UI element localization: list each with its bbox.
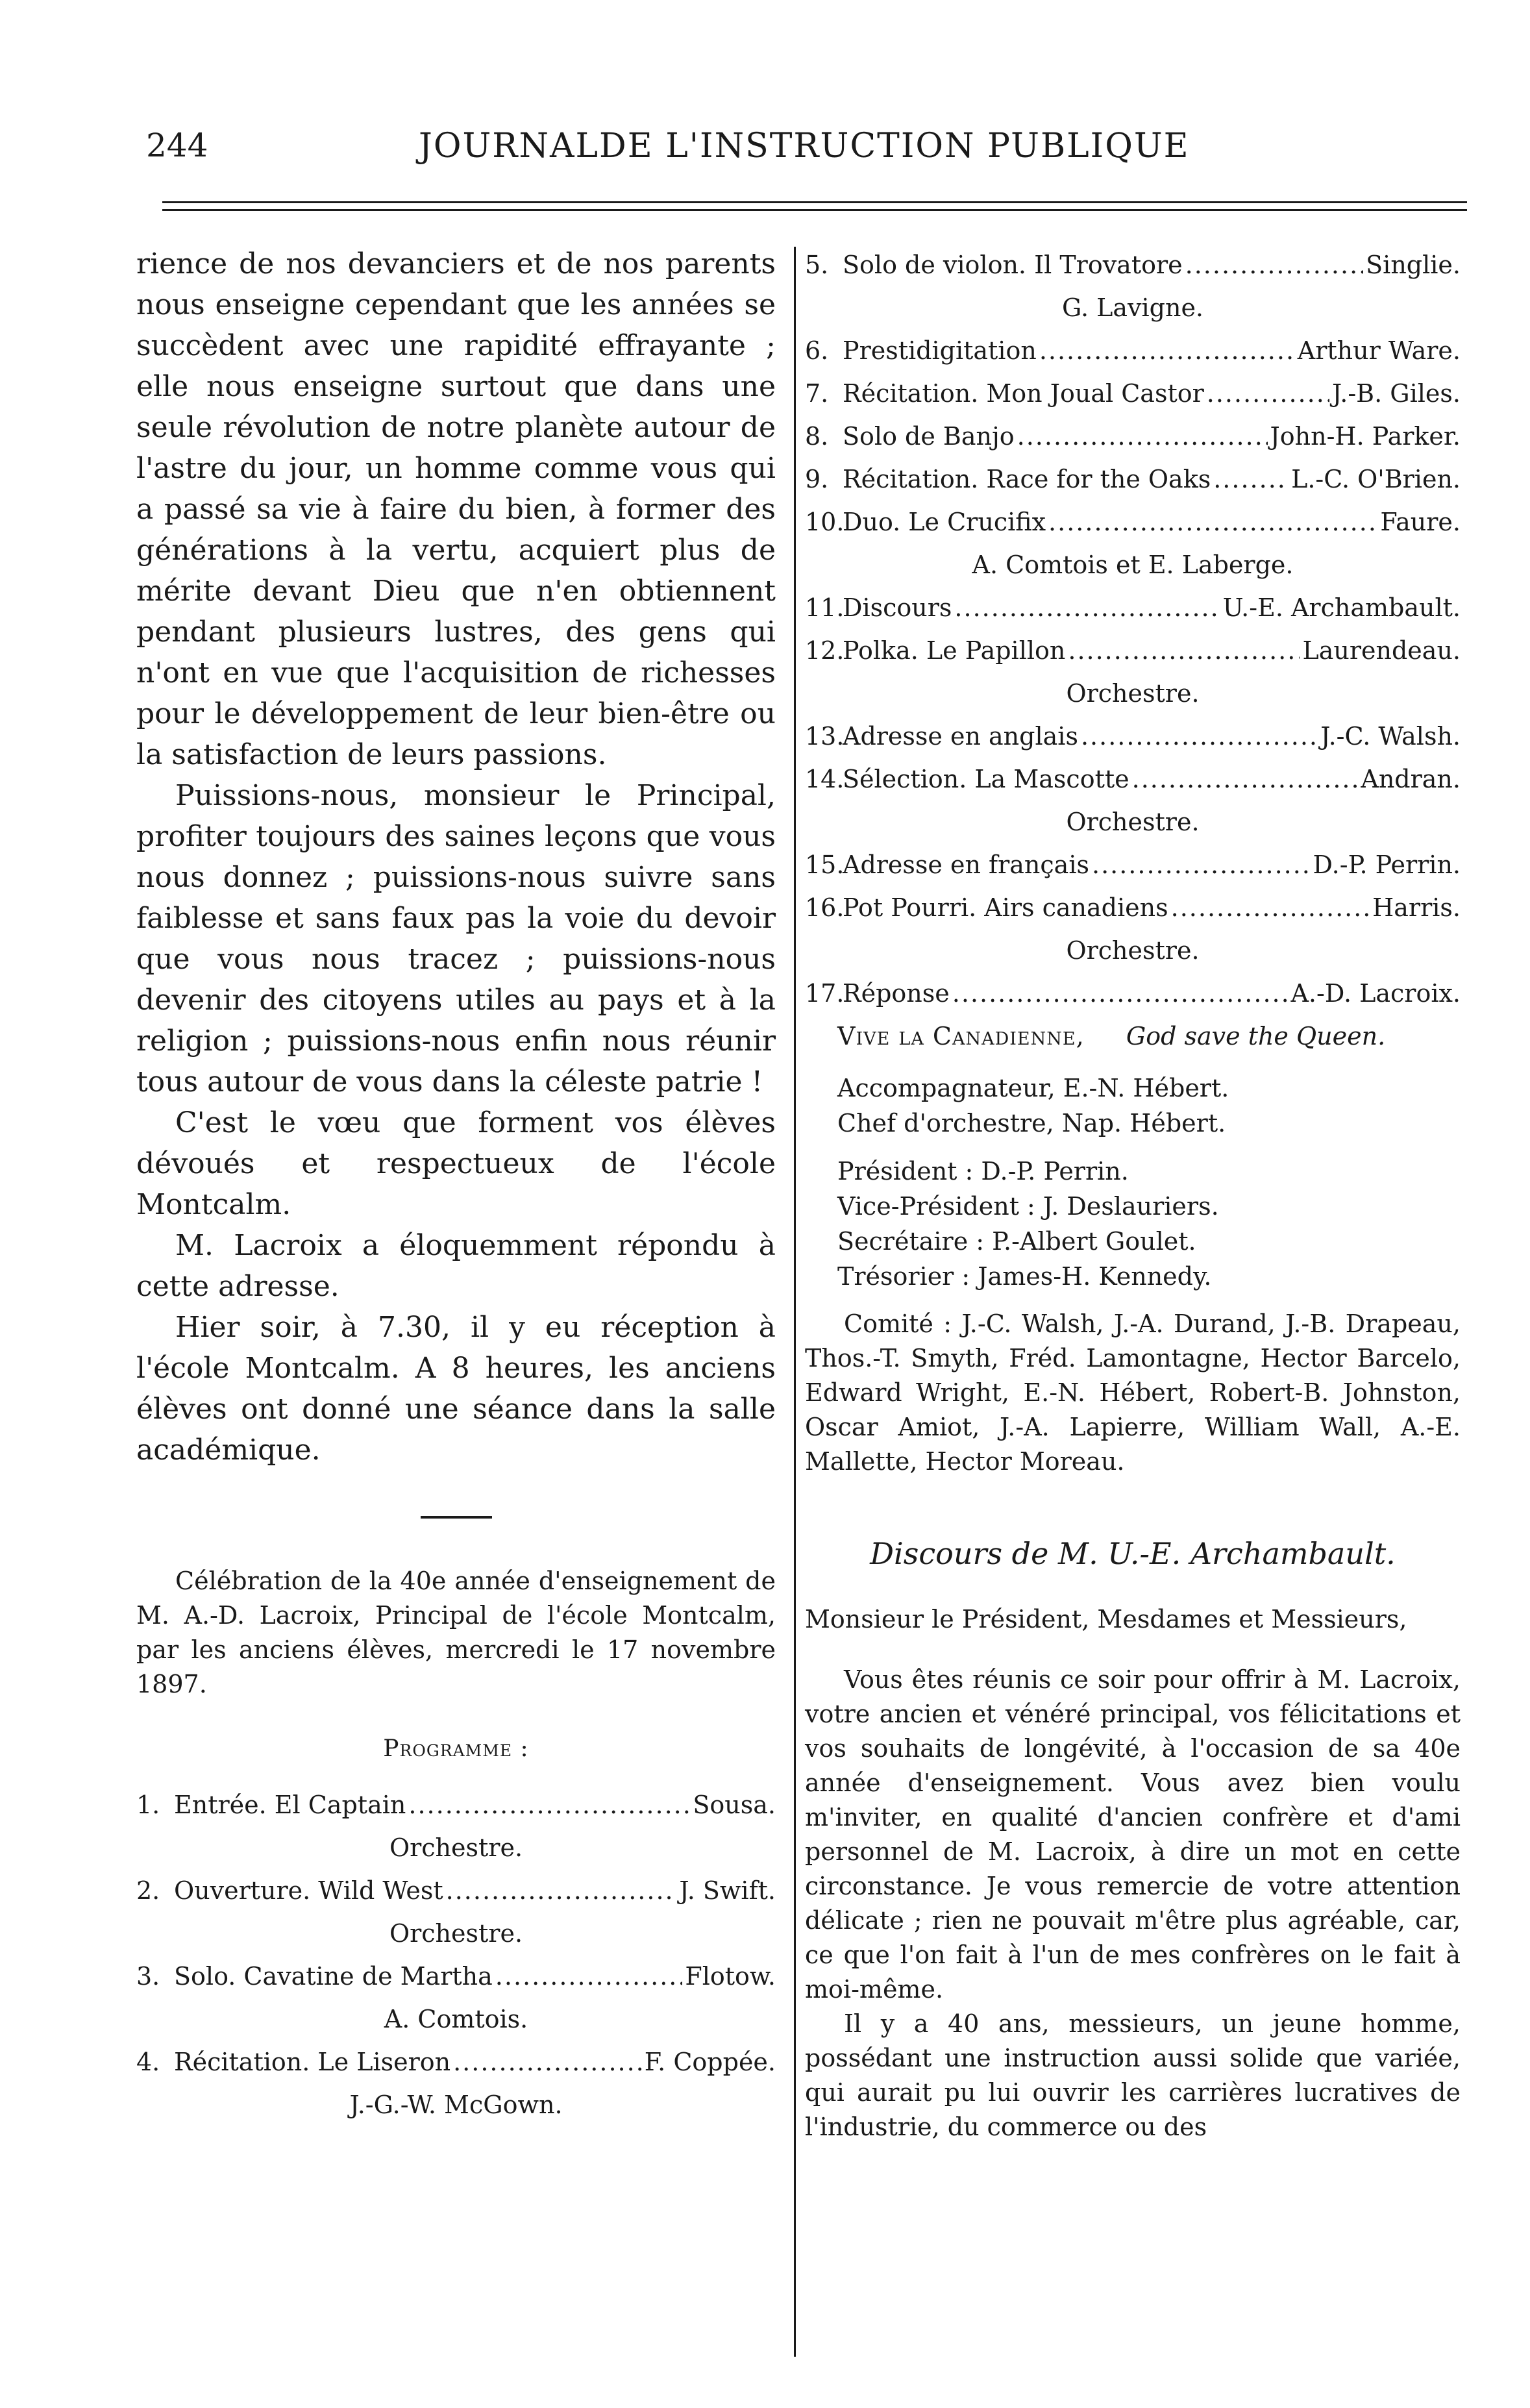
item-title: Récitation. Race for the Oaks	[843, 465, 1211, 493]
leader-dots	[952, 972, 1289, 1015]
item-author: Flotow.	[685, 1962, 776, 1991]
paragraph: Hier soir, à 7.30, il y eu réception à l'école Montcalm. A 8 heures, les anciens élèves ont donné une séance dans la salle académique.	[136, 1311, 776, 1467]
item-number: 11.	[805, 593, 845, 622]
column-divider	[794, 247, 796, 2357]
programme-item	[805, 458, 1461, 501]
item-title: Adresse en anglais	[843, 722, 1078, 751]
item-title: Solo. Cavatine de Martha	[174, 1962, 493, 1991]
programme-item	[136, 1955, 776, 1998]
item-number: 9.	[805, 465, 829, 493]
item-author: L.-C. O'Brien.	[1291, 465, 1461, 493]
programme-item	[805, 372, 1461, 415]
item-performer: A. Comtois.	[384, 2005, 528, 2033]
leader-dots	[1081, 715, 1318, 758]
item-title: Pot Pourri. Airs canadiens	[843, 893, 1168, 922]
item-number: 12.	[805, 636, 845, 665]
item-number: 17.	[805, 979, 845, 1008]
programme-item	[136, 1869, 776, 1912]
programme-item	[805, 843, 1461, 886]
item-number: 7.	[805, 379, 829, 408]
item-author: A.-D. Lacroix.	[1290, 979, 1461, 1008]
leader-dots	[1048, 501, 1377, 543]
accompanist: Accompagnateur, E.-N. Hébert.	[837, 1074, 1229, 1102]
item-number: 15.	[805, 850, 845, 879]
item-number: 14.	[805, 765, 845, 793]
paragraph: Il y a 40 ans, messieurs, un jeune homme, possédant une instruction aussi solide que variée, qui aurait pu lui ouvrir les carrières lucratives de l'industrie, du commerce ou des	[805, 2009, 1461, 2141]
item-number: 6.	[805, 336, 829, 365]
item-performer: J.-G.-W. McGown.	[349, 2091, 563, 2119]
item-performer: A. Comtois et E. Laberge.	[972, 551, 1294, 579]
leader-dots	[1213, 458, 1289, 501]
item-number: 3.	[136, 1962, 160, 1991]
item-title: Récitation. Mon Joual Castor	[843, 379, 1204, 408]
item-title: Discours	[843, 593, 952, 622]
item-performer: G. Lavigne.	[1061, 293, 1204, 322]
programme-item	[136, 1783, 776, 1826]
programme-list-continued	[805, 243, 1461, 1015]
right-column	[805, 243, 1461, 2144]
staff-block	[837, 1071, 1461, 1294]
leader-dots	[446, 1869, 677, 1912]
left-column	[136, 243, 776, 2126]
section-divider	[421, 1516, 492, 1519]
item-author: U.-E. Archambault.	[1222, 593, 1461, 622]
conductor: Chef d'orchestre, Nap. Hébert.	[837, 1109, 1226, 1137]
item-author: Laurendeau.	[1302, 636, 1461, 665]
page-header	[146, 127, 1470, 185]
item-number: 13.	[805, 722, 845, 751]
item-performer: Orchestre.	[389, 1919, 523, 1948]
closing-songs	[837, 1015, 1461, 1058]
programme-item	[805, 972, 1461, 1015]
item-author: Faure.	[1380, 508, 1461, 536]
programme-item	[805, 586, 1461, 629]
item-number: 8.	[805, 422, 829, 451]
programme-item	[136, 2041, 776, 2083]
item-performer: Orchestre.	[1066, 936, 1200, 965]
leader-dots	[1017, 415, 1268, 458]
leader-dots	[408, 1783, 690, 1826]
item-title: Récitation. Le Liseron	[174, 2048, 451, 2076]
celebration-note: Célébration de la 40e année d'enseignement de M. A.-D. Lacroix, Principal de l'école Montcalm, par les anciens élèves, mercredi le 17 novembre 1897.	[136, 1567, 776, 1698]
item-author: Harris.	[1372, 893, 1461, 922]
header-rule-bottom	[162, 209, 1467, 211]
item-number: 4.	[136, 2048, 160, 2076]
salutation: Monsieur le Président, Mesdames et Messieurs,	[805, 1605, 1407, 1633]
item-title: Adresse en français	[843, 850, 1089, 879]
programme-item	[805, 329, 1461, 372]
president: Président : D.-P. Perrin.	[837, 1157, 1129, 1185]
item-title: Solo de violon. Il Trovatore	[843, 251, 1183, 279]
item-number: 5.	[805, 251, 829, 279]
item-author: J.-B. Giles.	[1331, 379, 1461, 408]
closing-song-2: God save the Queen.	[1126, 1022, 1386, 1050]
paragraph: rience de nos devanciers et de nos parents nous enseigne cependant que les années se succèdent avec une rapidité effrayante ; elle nous enseigne surtout que dans une seule révolution de notre planète autour de l'astre du jour, un homme comme vous qui a passé sa vie à faire du bien, à former des générations à la vertu, acquiert plus de mérite devant Dieu que n'en obtiennent pendant plusieurs lustres, des gens qui n'ont en vue que l'acquisition de richesses pour le développement de leur bien-être ou la satisfaction de leurs passions.	[136, 247, 776, 771]
item-author: J. Swift.	[679, 1876, 776, 1905]
item-title: Polka. Le Papillon	[843, 636, 1066, 665]
leader-dots	[1039, 329, 1295, 372]
leader-dots	[495, 1955, 683, 1998]
item-number: 16.	[805, 893, 845, 922]
header-rule-top	[162, 201, 1467, 203]
page-number: 244	[146, 127, 208, 164]
paragraph: M. Lacroix a éloquemment répondu à cette adresse.	[136, 1229, 776, 1303]
item-title: Duo. Le Crucifix	[843, 508, 1046, 536]
paragraph: Vous êtes réunis ce soir pour offrir à M. Lacroix, votre ancien et vénéré principal, vos félicitations et vos souhaits de longévité, à l'occasion de sa 40e année d'enseignement. Vous avez bien voulu m'inviter, en qualité d'ancien confrère et d'ami personnel de M. Lacroix, à dire un mot en cette circonstance. Je vous remercie de votre attention délicate ; rien ne pouvait m'être plus agréable, car, ce que l'on fait à l'un de mes confrères on le fait à moi-même.	[805, 1665, 1461, 2004]
leader-dots	[1207, 372, 1329, 415]
leader-dots	[1185, 243, 1364, 286]
secretary: Secrétaire : P.-Albert Goulet.	[837, 1227, 1196, 1256]
item-author: F. Coppée.	[644, 2048, 776, 2076]
programme-item	[805, 886, 1461, 929]
paragraph: Puissions-nous, monsieur le Principal, profiter toujours des saines leçons que vous nous donnez ; puissions-nous suivre sans faiblesse et sans faux pas la voie du devoir que vous nous tracez ; puissions-nous devenir des citoyens utiles au pays et à la religion ; puissions-nous enfin nous réunir tous autour de vous dans la céleste patrie !	[136, 779, 776, 1098]
programme-item	[805, 758, 1461, 801]
speech-title: Discours de M. U.-E. Archambault.	[870, 1536, 1396, 1571]
leader-dots	[1132, 758, 1359, 801]
running-title: JOURNALDE L'INSTRUCTION PUBLIQUE	[419, 127, 1190, 166]
item-number: 2.	[136, 1876, 160, 1905]
paragraph: C'est le vœu que forment vos élèves dévoués et respectueux de l'école Montcalm.	[136, 1106, 776, 1221]
programme-title: Programme :	[383, 1735, 529, 1762]
item-author: Andran.	[1361, 765, 1461, 793]
closing-song-1: Vive la Canadienne,	[837, 1022, 1085, 1050]
leader-dots	[1092, 843, 1311, 886]
item-author: John-H. Parker.	[1270, 422, 1461, 451]
programme-item	[805, 629, 1461, 672]
item-author: Sousa.	[693, 1791, 776, 1819]
leader-dots	[954, 586, 1220, 629]
item-title: Entrée. El Captain	[174, 1791, 406, 1819]
item-title: Prestidigitation	[843, 336, 1037, 365]
leader-dots	[1068, 629, 1300, 672]
item-author: Arthur Ware.	[1297, 336, 1461, 365]
programme-item	[805, 243, 1461, 286]
leader-dots	[453, 2041, 642, 2083]
item-author: Singlie.	[1366, 251, 1461, 279]
item-title: Ouverture. Wild West	[174, 1876, 443, 1905]
programme-item	[805, 501, 1461, 543]
treasurer: Trésorier : James-H. Kennedy.	[837, 1262, 1212, 1291]
item-number: 10.	[805, 508, 845, 536]
leader-dots	[1171, 886, 1370, 929]
item-performer: Orchestre.	[389, 1833, 523, 1862]
programme-item	[805, 415, 1461, 458]
item-title: Réponse	[843, 979, 950, 1008]
item-number: 1.	[136, 1791, 160, 1819]
item-performer: Orchestre.	[1066, 808, 1200, 836]
item-performer: Orchestre.	[1066, 679, 1200, 708]
committee: Comité : J.-C. Walsh, J.-A. Durand, J.-B. Drapeau, Thos.-T. Smyth, Fréd. Lamontagne, Hector Barcelo, Edward Wright, E.-N. Hébert, Robert-B. Johnston, Oscar Amiot, J.-A. Lapierre, William Wall, A.-E. Mallette, Hector Moreau.	[805, 1310, 1461, 1476]
vice-president: Vice-Président : J. Deslauriers.	[837, 1192, 1219, 1221]
item-author: J.-C. Walsh.	[1320, 722, 1461, 751]
programme-item	[805, 715, 1461, 758]
item-author: D.-P. Perrin.	[1313, 850, 1461, 879]
programme-list	[136, 1783, 776, 2126]
item-title: Sélection. La Mascotte	[843, 765, 1129, 793]
item-title: Solo de Banjo	[843, 422, 1015, 451]
